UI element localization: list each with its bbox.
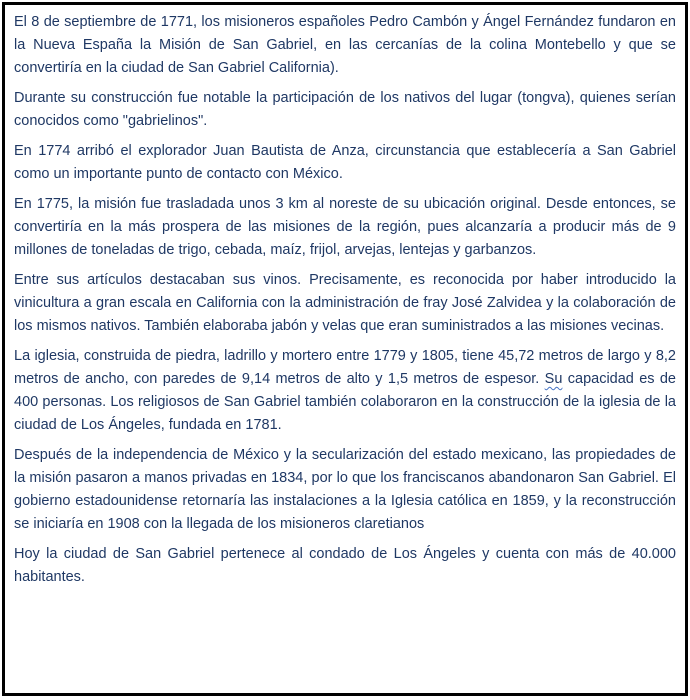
paragraph-church-construction [14, 345, 676, 437]
document-body [14, 11, 676, 589]
paragraph-construction-natives: Durante su construcción fue notable la participación de los nativos del lugar (tongva), quienes serían conocidos como "gabrielinos". [14, 90, 676, 129]
paragraph-wines-viniculture: Entre sus artículos destacaban sus vinos. Precisamente, es reconocida por haber introducido la vinicultura a gran escala en California con la administración de fray José Zalvidea y la colaboración de los mismos nativos. También elaboraba jabón y velas que eran suministrados a las misiones vecinas. [14, 272, 676, 334]
document-page [2, 2, 688, 696]
paragraph-church-text-before-flag: La iglesia, construida de piedra, ladrillo y mortero entre 1779 y 1805, tiene 45,72 metros de largo y 8,2 metros de ancho, con paredes de 9,14 metros de alto y 1,5 metros de espesor. [14, 348, 676, 387]
paragraph-today-population: Hoy la ciudad de San Gabriel pertenece al condado de Los Ángeles y cuenta con más de 40.000 habitantes. [14, 546, 676, 585]
paragraph-founding-1771: El 8 de septiembre de 1771, los misioneros españoles Pedro Cambón y Ángel Fernández fundaron en la Nueva España la Misión de San Gabriel, en las cercanías de la colina Montebello y que se convertiría en la ciudad de San Gabriel California). [14, 14, 676, 76]
paragraph-relocation-1775: En 1775, la misión fue trasladada unos 3 km al noreste de su ubicación original. Desde entonces, se convertiría en la más prospera de las misiones de la región, pues alcanzaría a producir más de 9 millones de toneladas de trigo, cebada, maíz, frijol, arvejas, lentejas y garbanzos. [14, 196, 676, 258]
paragraph-church-text-after-flag: capacidad es de 400 personas. Los religiosos de San Gabriel también colaboraron en la construcción de la iglesia de la ciudad de Los Ángeles, fundada en 1781. [14, 371, 676, 433]
grammar-flagged-word[interactable]: Su [544, 371, 563, 387]
paragraph-secularization-1834: Después de la independencia de México y la secularización del estado mexicano, las propiedades de la misión pasaron a manos privadas en 1834, por lo que los franciscanos abandonaron San Gabriel. El gobierno estadounidense retornaría las instalaciones a la Iglesia católica en 1859, y la reconstrucción se iniciaría en 1908 con la llegada de los misioneros claretianos [14, 447, 676, 532]
paragraph-anza-1774: En 1774 arribó el explorador Juan Bautista de Anza, circunstancia que establecería a San Gabriel como un importante punto de contacto con México. [14, 143, 676, 182]
